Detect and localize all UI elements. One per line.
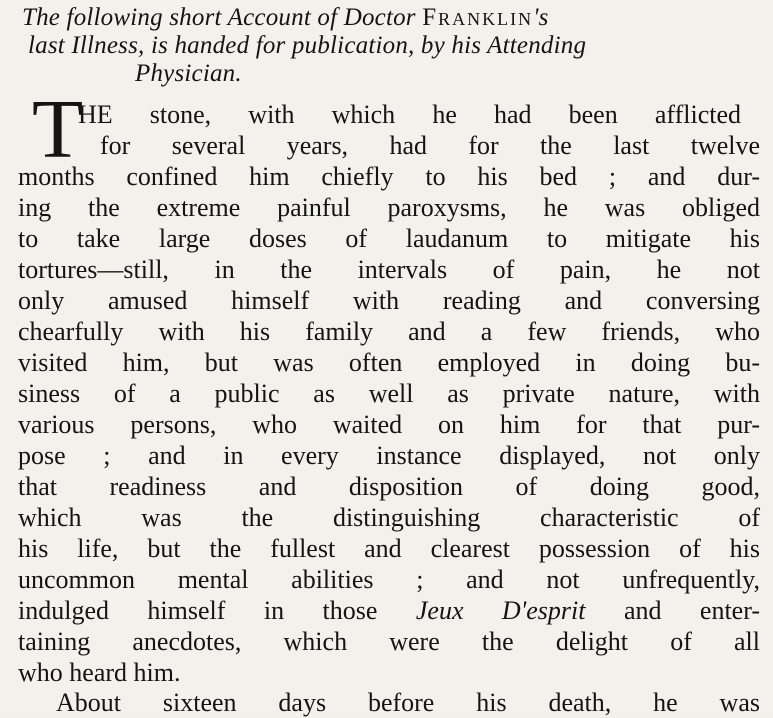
intro-possessive: 's [533,4,549,31]
body-line-18: taining anecdotes, which were the delight of all [18,627,760,656]
body-line-13: that readiness and disposition of doing good, [18,472,760,501]
body-line-7: only amused himself with reading and conversing [18,286,760,315]
intro-franklin-name: Franklin [422,4,534,31]
intro-line-3: Physician. [135,60,242,87]
body-line-6: tortures—still, in the intervals of pain, he not [18,255,760,284]
body-line-1: HE stone, with which he had been afflicted [78,100,741,129]
intro-line-1-text: The following short Account of Doctor [22,4,416,31]
drop-cap: T [32,83,84,176]
jeux-desprit-phrase: Jeux D'esprit [415,596,586,625]
body-line-9: visited him, but was often employed in doing bu- [18,348,760,377]
article-intro [22,4,767,88]
body-line-4: ing the extreme painful paroxysms, he was obliged [18,193,760,222]
body-line-17 [18,596,760,626]
body-line-3: months confined him chiefly to his bed ; and dur- [18,162,760,191]
body-line-15: his life, but the fullest and clearest possession of his [18,534,760,563]
body-line-12: pose ; and in every instance displayed, not only [18,441,760,470]
body-line-16: uncommon mental abilities ; and not unfrequently, [18,565,760,594]
body-line-19: who heard him. [18,658,181,687]
body-line-17-end: and enter- [623,596,761,625]
body-line-5: to take large doses of laudanum to mitigate his [18,224,760,253]
intro-line-1 [22,4,767,32]
intro-line-2: last Illness, is handed for publication, by his Attending [28,32,587,59]
body-line-8: chearfully with his family and a few friends, who [18,317,760,346]
body-line-17-start: indulged himself in those [18,596,378,625]
body-line-10: siness of a public as well as private nature, with [18,379,760,408]
body-line-11: various persons, who waited on him for that pur- [18,410,760,439]
paragraph-2-line-1: About sixteen days before his death, he was [56,688,760,717]
body-line-2: for several years, had for the last twelve [100,131,760,160]
body-line-14: which was the distinguishing characteristic of [18,503,760,532]
